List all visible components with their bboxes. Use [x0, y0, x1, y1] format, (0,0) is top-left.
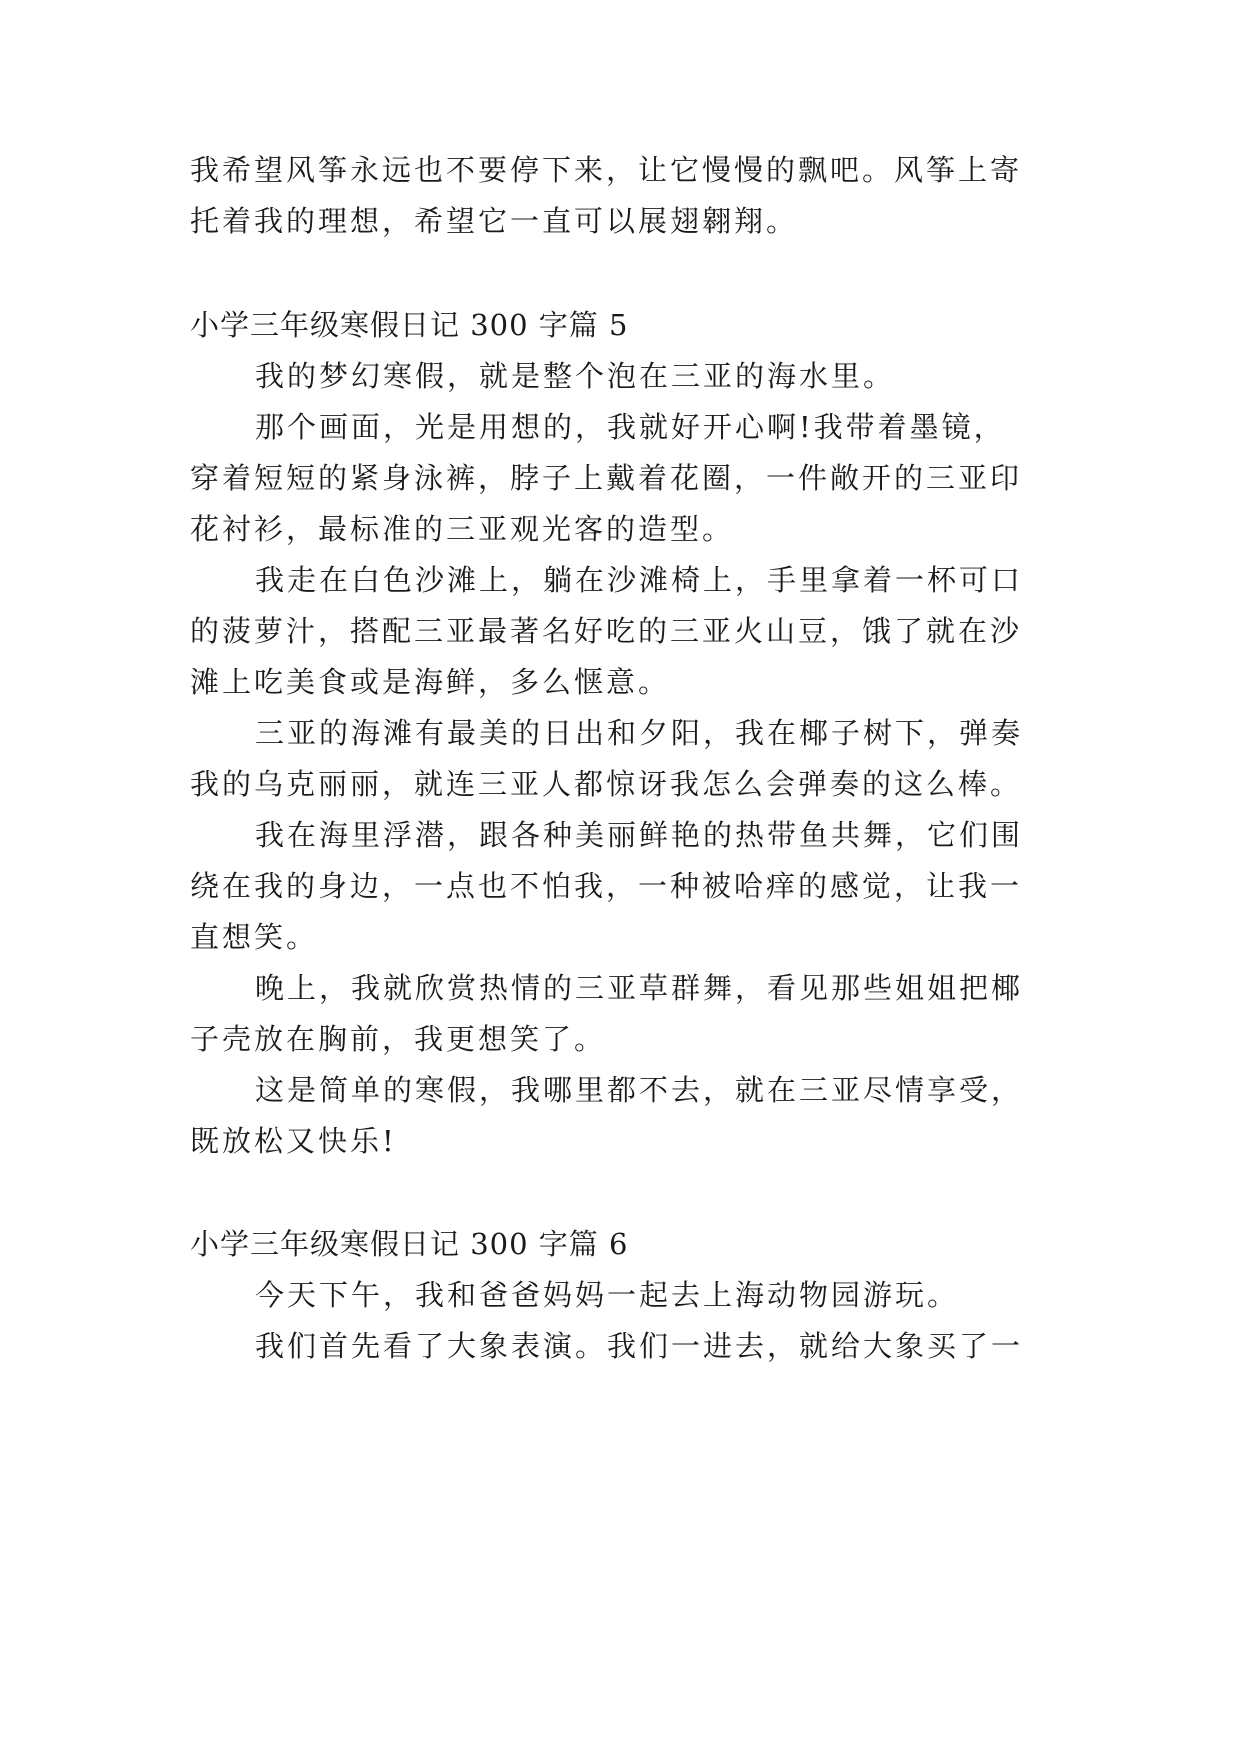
paragraph-line: 三亚的海滩有最美的日出和夕阳，我在椰子树下，弹奏	[255, 716, 1024, 750]
paragraph-line: 滩上吃美食或是海鲜，多么惬意。	[190, 665, 671, 699]
paragraph-line: 子壳放在胸前，我更想笑了。	[190, 1022, 607, 1056]
paragraph-line: 我在海里浮潜，跟各种美丽鲜艳的热带鱼共舞，它们围	[255, 818, 1024, 852]
paragraph-line: 晚上，我就欣赏热情的三亚草群舞，看见那些姐姐把椰	[255, 971, 1024, 1005]
paragraph-line: 直想笑。	[190, 920, 319, 954]
paragraph-line: 我的梦幻寒假，就是整个泡在三亚的海水里。	[255, 359, 896, 393]
paragraph-line: 我们首先看了大象表演。我们一进去，就给大象买了一	[255, 1329, 1024, 1363]
paragraph-line: 我的乌克丽丽，就连三亚人都惊讶我怎么会弹奏的这么棒。	[190, 767, 1023, 801]
paragraph-line: 穿着短短的紧身泳裤，脖子上戴着花圈，一件敞开的三亚印	[190, 461, 1023, 495]
paragraph-line: 今天下午，我和爸爸妈妈一起去上海动物园游玩。	[255, 1278, 960, 1312]
paragraph-line: 那个画面，光是用想的，我就好开心啊!我带着墨镜，	[255, 410, 1006, 444]
paragraph-line: 既放松又快乐!	[190, 1124, 397, 1158]
paragraph-line: 绕在我的身边，一点也不怕我，一种被哈痒的感觉，让我一	[190, 869, 1023, 903]
section-heading: 小学三年级寒假日记 300 字篇 5	[190, 308, 629, 342]
paragraph-line: 我走在白色沙滩上，躺在沙滩椅上，手里拿着一杯可口	[255, 563, 1024, 597]
paragraph-line: 这是简单的寒假，我哪里都不去，就在三亚尽情享受，	[255, 1073, 1024, 1107]
paragraph-line: 的菠萝汁，搭配三亚最著名好吃的三亚火山豆，饿了就在沙	[190, 614, 1023, 648]
paragraph-line: 我希望风筝永远也不要停下来，让它慢慢的飘吧。风筝上寄	[190, 153, 1023, 187]
paragraph-line: 托着我的理想，希望它一直可以展翅翱翔。	[190, 204, 799, 238]
paragraph-line: 花衬衫，最标准的三亚观光客的造型。	[190, 512, 735, 546]
section-heading: 小学三年级寒假日记 300 字篇 6	[190, 1227, 629, 1261]
